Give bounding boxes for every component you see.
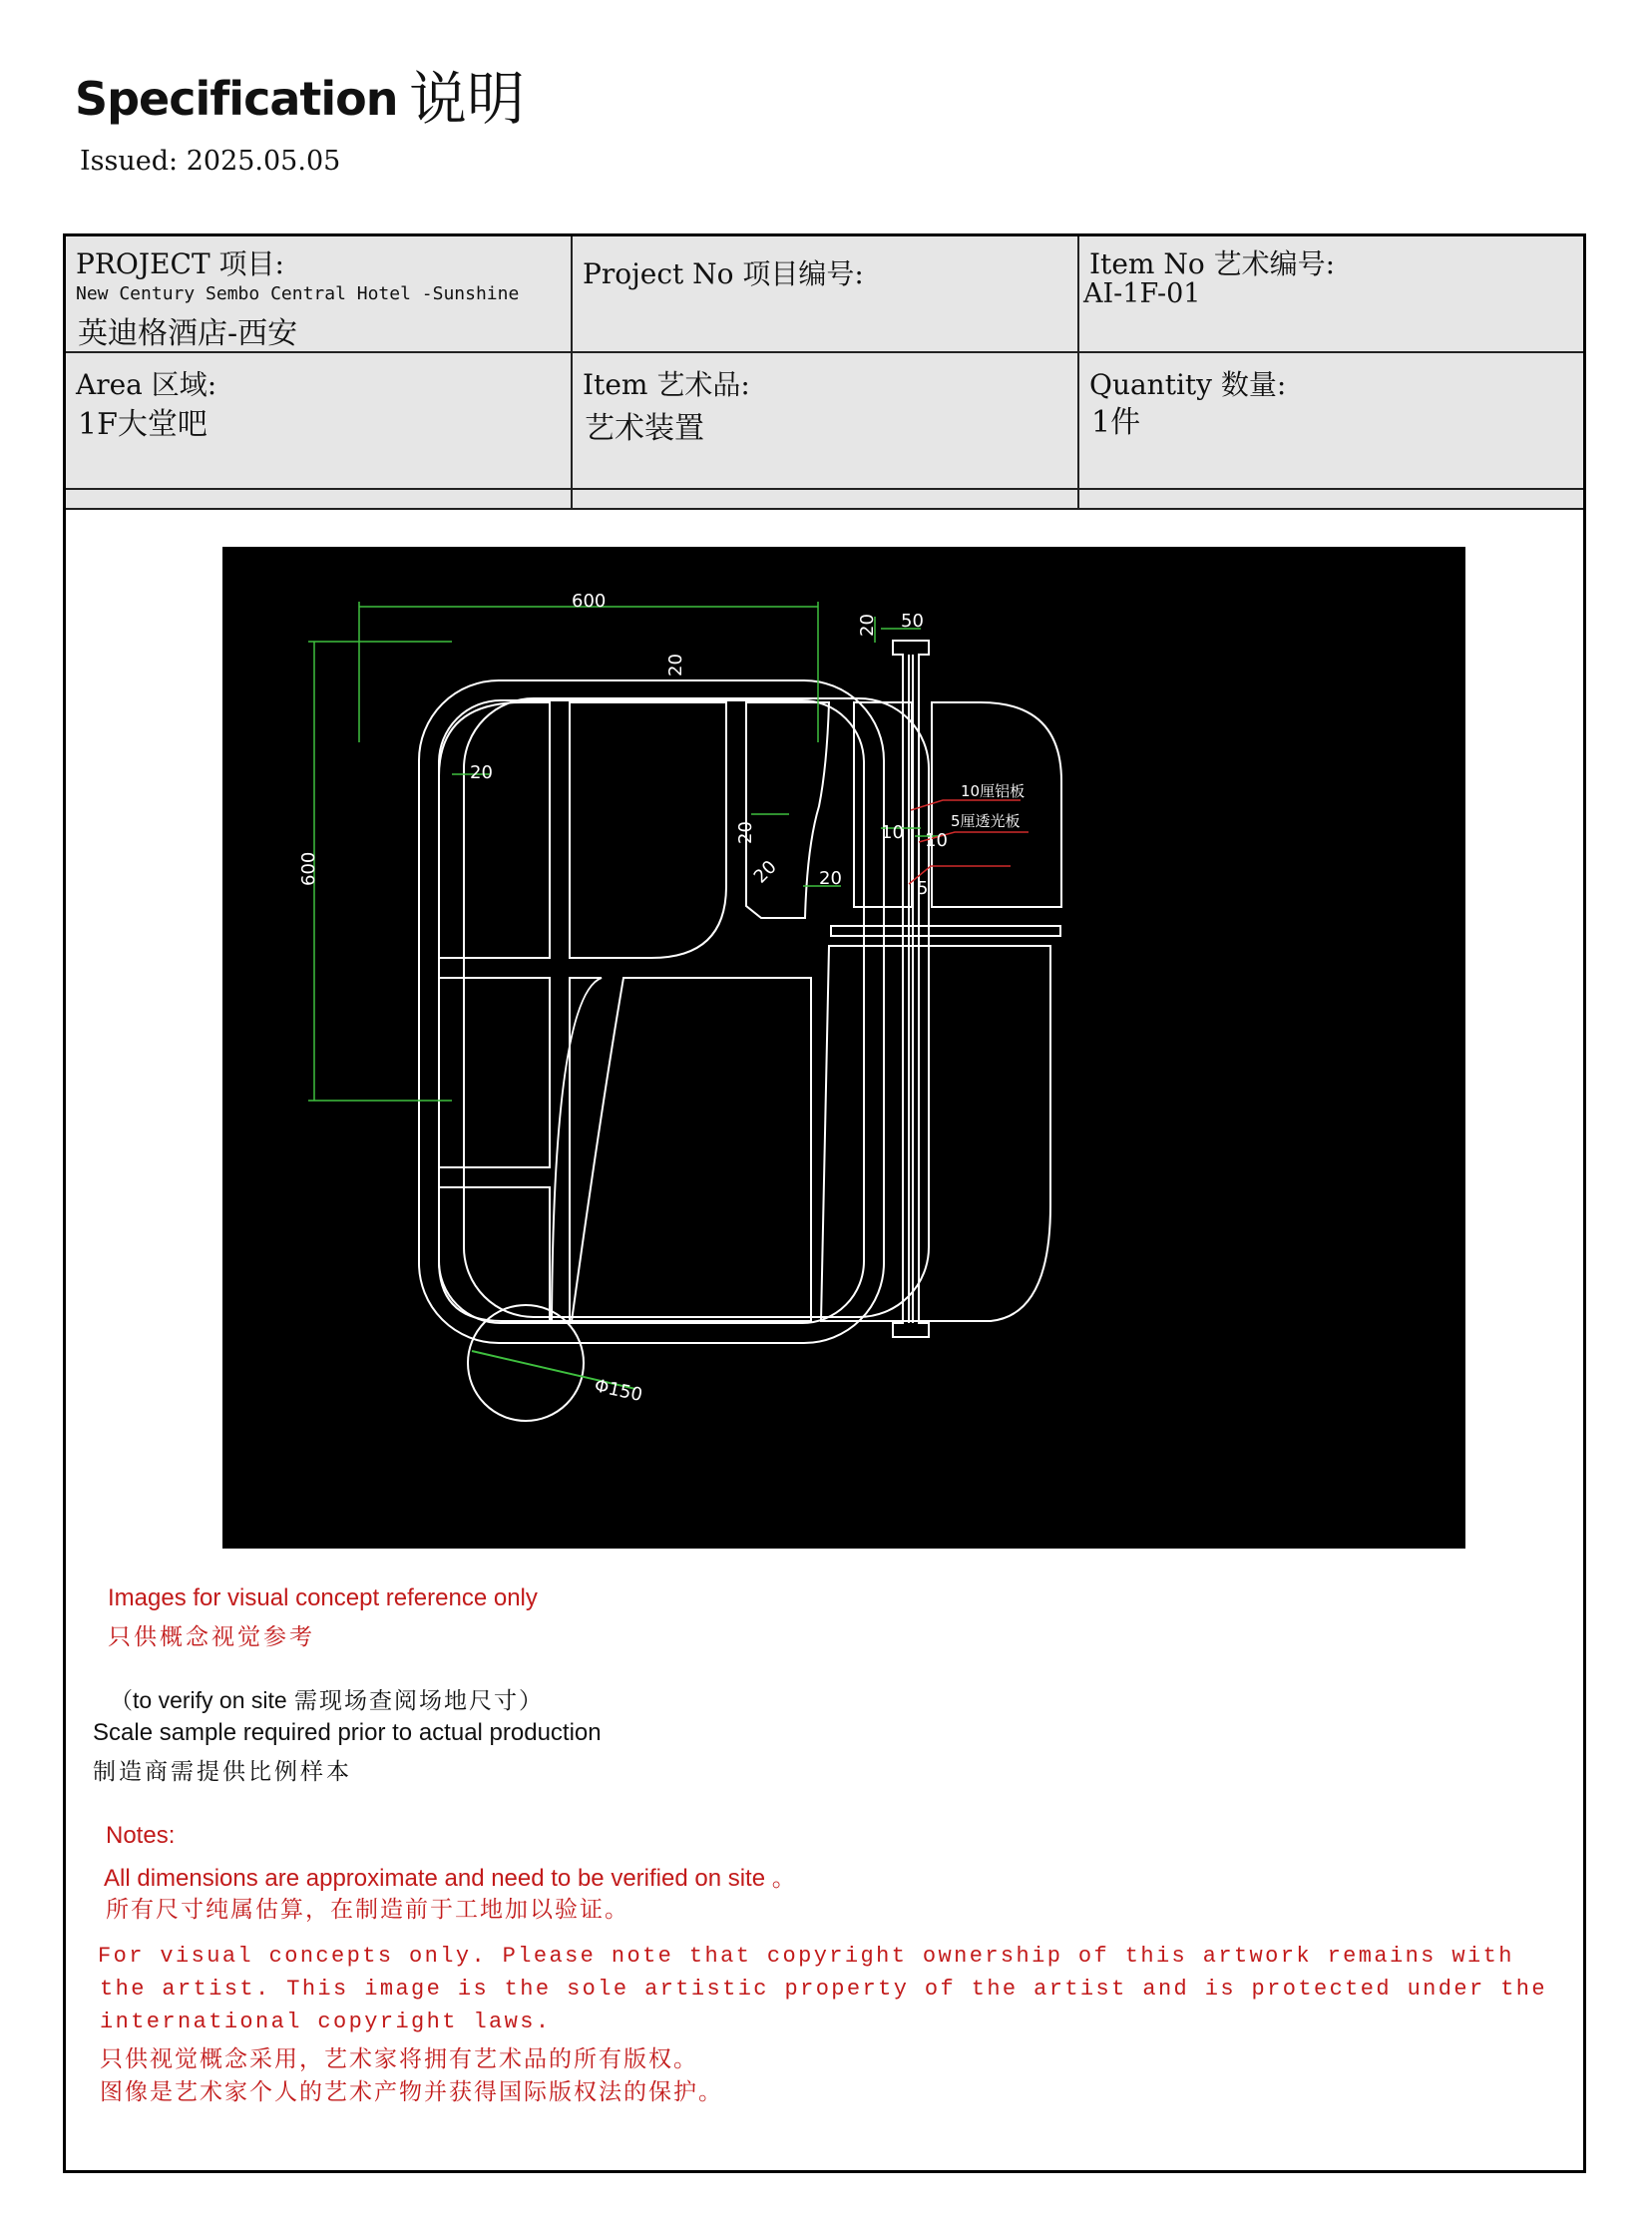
verify-en: （to verify on site (110, 1687, 287, 1713)
cell-3 (439, 1187, 550, 1321)
verify-line (110, 1682, 544, 1715)
issued-date: Issued: 2025.05.05 (80, 146, 341, 177)
cell-1 (439, 702, 550, 958)
area-cell (66, 353, 573, 490)
quantity-value: 1件 (1091, 405, 1141, 440)
dimension-lines (308, 602, 941, 1101)
cell-8 (552, 978, 602, 1321)
project-name-en: New Century Sembo Central Hotel -Sunshine (76, 283, 520, 304)
dim-width-label: 600 (572, 591, 607, 612)
section-5-label: 5 (917, 878, 929, 899)
item-label: Item 艺术品: (583, 368, 750, 401)
circle-dia-label: Φ150 (592, 1375, 644, 1406)
project-no-label: Project No 项目编号: (583, 257, 864, 290)
section-20-label: 20 (857, 614, 878, 637)
dim-20-label: 20 (819, 868, 842, 889)
section-50-label: 50 (901, 611, 924, 632)
item-no-label: Item No 艺术编号: (1089, 247, 1336, 280)
scale-sample-zh: 制造商需提供比例样本 (93, 1759, 352, 1785)
outer-frame-inner (439, 700, 864, 1323)
cad-drawing (222, 547, 1465, 1549)
project-label: PROJECT 项目: (76, 247, 284, 280)
copyright-zh-2: 图像是艺术家个人的艺术产物并获得国际版权法的保护。 (100, 2079, 723, 2105)
cell-9 (572, 978, 811, 1321)
copyright-line-2: the artist. This image is the sole artistic property of the artist and is protected under the (100, 1977, 1547, 2002)
cell-2 (439, 978, 550, 1167)
outline-main (464, 698, 929, 1317)
quantity-cell (1079, 353, 1583, 490)
visual-ref-en: Images for visual concept reference only (108, 1584, 538, 1611)
spacer-cell (66, 490, 573, 510)
light-panel-label: 5厘透光板 (951, 812, 1021, 830)
notes-label: Notes: (106, 1822, 176, 1849)
strip (831, 926, 1060, 936)
verify-zh: 需现场查阅场地尺寸） (294, 1688, 544, 1714)
quantity-label: Quantity 数量: (1089, 368, 1287, 401)
spacer-cell (573, 490, 1079, 510)
item-no-value: AI-1F-01 (1083, 278, 1201, 309)
dim-20-label: 20 (735, 821, 756, 844)
project-name-zh: 英迪格酒店-西安 (78, 316, 298, 351)
project-cell (66, 236, 573, 353)
area-value: 1F大堂吧 (78, 407, 207, 442)
approx-note-en: All dimensions are approximate and need to be verified on site 。 (104, 1865, 796, 1892)
area-label: Area 区域: (76, 368, 217, 401)
copyright-zh-1: 只供视觉概念采用，艺术家将拥有艺术品的所有版权。 (100, 2046, 698, 2072)
dim-20-label: 20 (470, 762, 493, 783)
cell-7 (932, 702, 1061, 907)
spacer-cell (1079, 490, 1583, 510)
page-title: Specification (75, 72, 398, 126)
item-no-cell (1079, 236, 1583, 353)
dim-height-label: 600 (298, 851, 319, 886)
visual-ref-zh: 只供概念视觉参考 (108, 1624, 315, 1650)
aluminium-panel-label: 10厘铝板 (961, 782, 1026, 800)
item-value: 艺术装置 (585, 411, 704, 446)
page-title-zh: 说明 (409, 65, 526, 133)
cell-10 (821, 946, 1050, 1321)
project-no-cell (573, 236, 1079, 353)
artwork-detail (464, 698, 929, 1317)
artwork-outline (419, 680, 1061, 1343)
copyright-line-3: international copyright laws. (100, 2010, 552, 2034)
dim-20-label: 20 (749, 856, 781, 888)
item-cell (573, 353, 1079, 490)
section-10-label: 10 (881, 822, 904, 843)
cad-drawing-svg (222, 547, 1465, 1549)
dim-20-label: 20 (665, 654, 686, 676)
cell-4 (570, 702, 726, 958)
section-10-label: 10 (925, 830, 948, 851)
copyright-line-1: For visual concepts only. Please note that copyright ownership of this artwork remains with (98, 1944, 1514, 1969)
approx-note-zh: 所有尺寸纯属估算，在制造前于工地加以验证。 (106, 1897, 629, 1923)
scale-sample-en: Scale sample required prior to actual production (93, 1719, 602, 1746)
